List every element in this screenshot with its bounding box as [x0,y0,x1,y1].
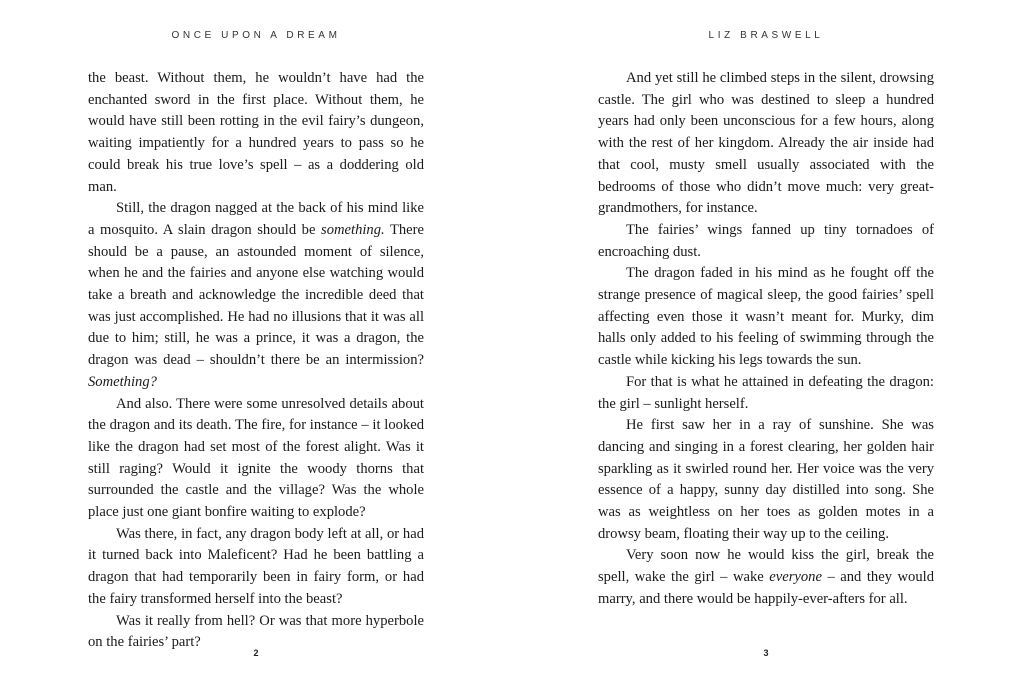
paragraph [598,545,934,610]
paragraph [88,394,424,524]
paragraph [598,68,934,220]
paragraph [598,415,934,545]
paragraph [598,263,934,372]
running-head-author: LIZ BRASWELL [708,30,824,41]
running-head-book-title: ONCE UPON A DREAM [171,30,341,41]
right-page [510,0,1020,679]
paragraph [88,524,424,611]
paragraph-text: The fairies’ wings fanned up tiny tornadoes of encroaching dust. [598,221,934,260]
right-page-body [598,68,934,611]
paragraph-text: For that is what he attained in defeating the dragon: the girl – sunlight herself. [598,373,934,412]
paragraph-text: The dragon faded in his mind as he fought off the strange presence of magical sleep, the good fairies’ spell affecting even those it wasn’t meant for. Murky, dim halls only added to his feeling of swimming through the castle while kicking his legs towards the sun. [598,265,934,369]
italic-text: Something? [88,373,157,390]
paragraph-text: He first saw her in a ray of sunshine. She was dancing and singing in a forest clearing, her golden hair sparkling as it swirled round her. Her voice was the very essence of a happy, sunny day distilled into song. She was as weightless on her toes as golden motes in a drowsy beam, floating their way up to the ceiling. [598,417,934,542]
paragraph [88,68,424,198]
paragraph [88,198,424,393]
italic-text: something. [321,221,385,238]
paragraph-text: Still, the dragon nagged at the back of his mind like a mosquito. A slain dragon should be [88,200,424,238]
paragraph-text: Was there, in fact, any dragon body left at all, or had it turned back into Maleficent? Had he been battling a dragon that had temporarily been in fairy form, or had the fairy transformed herself into the beast? [88,525,424,607]
paragraph-text: There should be a pause, an astounded moment of silence, when he and the fairies and anyone else watching would take a breath and acknowledge the incredible deed that was just accomplished. He had no illusions that it was all due to him; still, he was a prince, it was a dragon, the dragon was dead – shouldn’t there be an intermission? [88,221,424,369]
paragraph-text: Very soon now he would kiss the girl, break the spell, wake the girl – wake [598,547,934,586]
paragraph-text: And yet still he climbed steps in the silent, drowsing castle. The girl who was destined to sleep a hundred years had only been unconscious for a few hours, along with the rest of her kingdom. Already the air inside had that cool, musty smell usually associated with the bedrooms of those who didn’t move much: very great-grandmothers, for instance. [598,70,934,217]
italic-text: everyone [769,569,822,586]
left-page-body [88,68,424,654]
paragraph-text: Was it really from hell? Or was that more hyperbole on the fairies’ part? [88,612,424,651]
paragraph-text: – and they would marry, and there would be happily-ever-afters for all. [598,569,934,607]
page-number: 3 [763,648,769,658]
page-number: 2 [253,648,259,658]
paragraph-text: the beast. Without them, he wouldn’t have had the enchanted sword in the first place. Without them, he would have still been rotting in the evil fairy’s dungeon, waiting impatiently for a hundred years to pass so he could break his true love’s spell – as a doddering old man. [88,70,424,195]
paragraph-text: And also. There were some unresolved details about the dragon and its death. The fire, for instance – it looked like the dragon had set most of the forest alight. Was it still raging? Would it ignite the woody thorns that surrounded the castle and the village? Was the whole place just one giant bonfire waiting to explode? [88,395,424,521]
paragraph [598,220,934,263]
paragraph [598,372,934,415]
